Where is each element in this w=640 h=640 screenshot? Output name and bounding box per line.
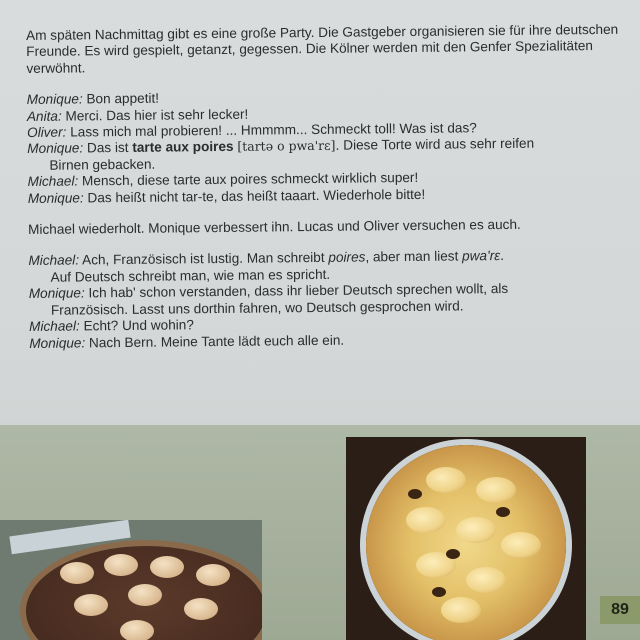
dish-name: tarte aux poires	[132, 139, 234, 156]
tarte-aux-poires-photo	[346, 437, 586, 640]
dialogue-text: , aber man liest	[365, 248, 459, 265]
pear-half	[128, 584, 162, 606]
dialogue-text: Das ist	[86, 140, 129, 156]
pear-half	[104, 554, 138, 576]
speaker-name: Anita:	[26, 108, 62, 124]
pear-half	[60, 562, 94, 584]
speaker-name: Monique:	[26, 91, 83, 108]
dialogue-continuation: Auf Deutsch schreibt man, wie man es spricht.	[50, 266, 331, 285]
narration-line: Michael wiederholt. Monique verbessert ihn. Lucas und Oliver versuchen es auch.	[28, 216, 521, 238]
dialogue-text: Diese Torte wird aus sehr reifen	[343, 136, 535, 154]
page-number: 89	[600, 596, 640, 624]
pear-slice	[406, 507, 446, 533]
speaker-name: Monique:	[27, 190, 84, 206]
speaker-name: Oliver:	[27, 124, 67, 141]
speaker-name: Monique:	[27, 140, 84, 157]
speaker-name: Michael:	[29, 318, 80, 335]
dialogue-text: Bon appetit!	[86, 90, 160, 107]
dialogue-text: Lass mich mal probieren! ... Hmmmm... Schmeckt toll! Was ist das?	[70, 120, 477, 140]
pear-slice	[441, 597, 481, 623]
pear-slice	[456, 517, 496, 543]
dialogue-text: Mensch, diese tarte aux poires schmeckt wirklich super!	[81, 170, 419, 189]
dialogue-text: Echt? Und wohin?	[83, 317, 194, 334]
pear-slice	[501, 532, 541, 558]
caramel-spot	[496, 507, 510, 517]
pronunciation: pwa'rɛ	[462, 248, 501, 264]
dialogue-continuation: Birnen gebacken.	[49, 156, 156, 173]
caramel-spot	[446, 549, 460, 559]
speaker-name: Monique:	[29, 334, 86, 351]
pear-slice	[426, 467, 466, 493]
pear-half	[120, 620, 154, 640]
dialogue-text: Das heißt nicht tar-te, das heißt taaart. Wiederhole bitte!	[87, 186, 426, 206]
intro-paragraph: Am späten Nachmittag gibt es eine große Party. Die Gastgeber organisieren sie für ihre deutschen Freunde. Es wird gespielt, getanzt, gegessen. Die Kölner werden mit den Genfer Spezialitäten verwöhnt.	[26, 21, 619, 76]
dialogue-text: Ich hab' schon verstanden, dass ihr lieber Deutsch sprechen wollt, als	[88, 281, 509, 301]
speaker-name: Michael:	[28, 252, 80, 269]
pear-slice	[476, 477, 516, 503]
dialogue-text: Merci. Das hier ist sehr lecker!	[65, 106, 249, 124]
pronunciation: [tartə o pwa'rɛ].	[237, 138, 340, 155]
dialogue-text: Nach Bern. Meine Tante lädt euch alle ein.	[88, 332, 345, 350]
caramel-spot	[408, 489, 422, 499]
punctuation: .	[500, 248, 505, 264]
speaker-name: Monique:	[28, 285, 85, 302]
previous-line-fragment	[0, 0, 640, 6]
pear-half	[150, 556, 184, 578]
pear-half	[184, 598, 218, 620]
dialogue-continuation: Französisch. Lasst uns dorthin fahren, wo Deutsch gesprochen wird.	[50, 298, 464, 318]
speaker-name: Michael:	[27, 173, 79, 190]
pear-slice	[466, 567, 506, 593]
dialogue-text: Ach, Französisch ist lustig. Man schreibt	[82, 250, 325, 268]
page-text	[26, 22, 625, 352]
caramel-spot	[432, 587, 446, 597]
pear-tart-photo	[0, 520, 262, 640]
pear-half	[74, 594, 108, 616]
pear-half	[196, 564, 230, 586]
french-word: poires	[328, 249, 366, 266]
